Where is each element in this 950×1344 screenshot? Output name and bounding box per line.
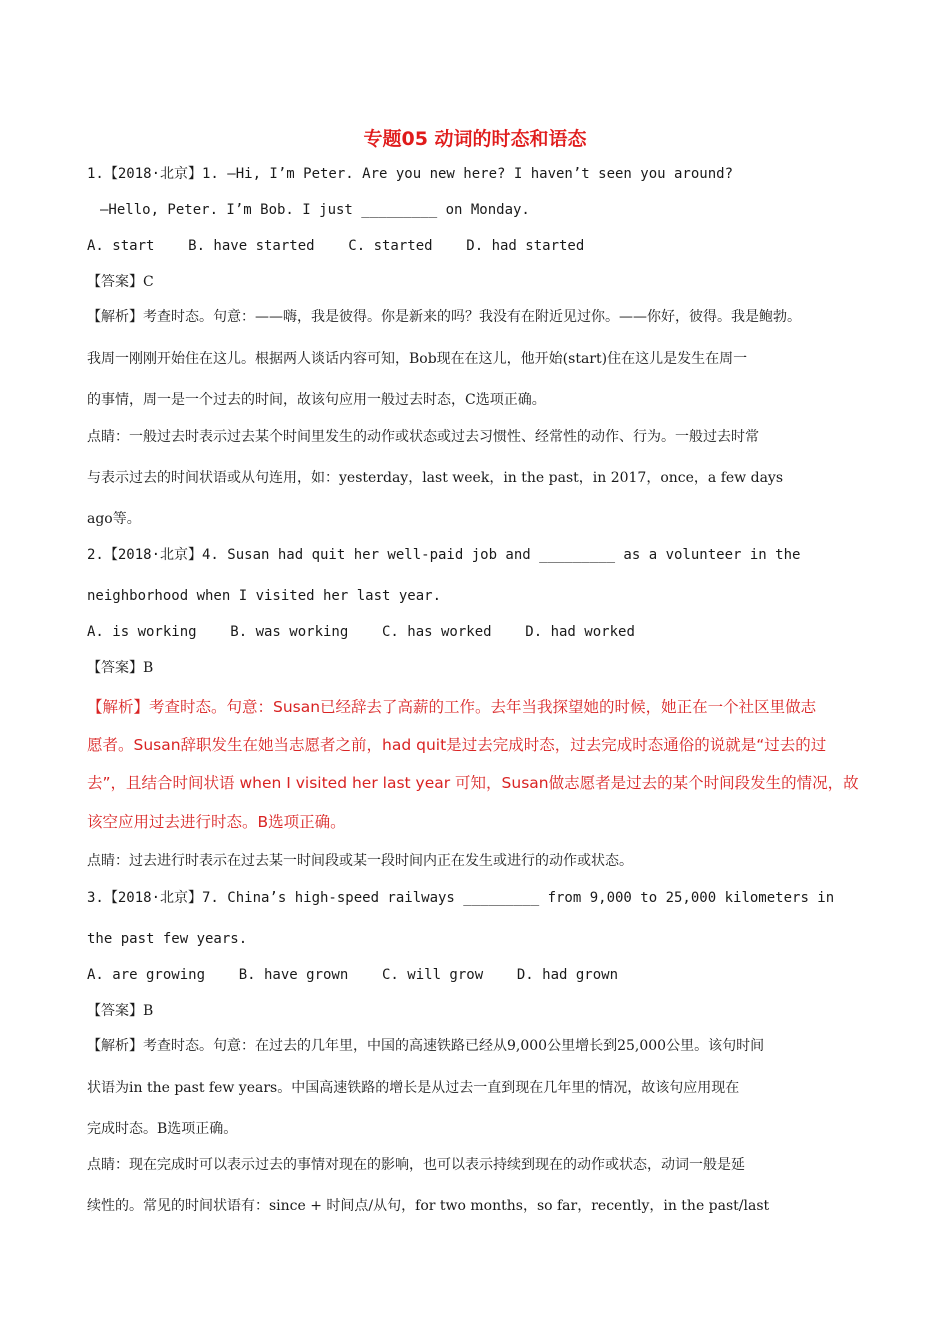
q2-answer: 【答案】B (87, 660, 154, 676)
q1-tip-line-3: ago等。 (87, 511, 141, 527)
q1-analysis-line-3: 的事情，周一是一个过去的时间，故该句应用一般过去时态，C选项正确。 (87, 392, 546, 408)
q3-stem-line-1: 3.【2018·北京】7. China’s high-speed railways _________ from 9,000 to 25,000 kilometers in (87, 890, 835, 906)
q1-stem-line-2: —Hello, Peter. I’m Bob. I just _________ on Monday. (100, 202, 530, 218)
page-title: 专题05 动词的时态和语态 (363, 128, 587, 150)
q2-analysis-line-3: 去”，且结合时间状语 when I visited her last year 可知，Susan做志愿者是过去的某个时间段发生的情况，故 (87, 774, 859, 792)
q2-analysis-line-4: 该空应用过去进行时态。B选项正确。 (87, 813, 346, 831)
q1-stem-line-1: 1.【2018·北京】1. —Hi, I’m Peter. Are you new here? I haven’t seen you around? (87, 166, 734, 182)
q1-answer: 【答案】C (87, 274, 154, 290)
q2-analysis-line-2: 愿者。Susan辞职发生在她当志愿者之前，had quit是过去完成时态，过去完成时态通俗的说就是“过去的过 (87, 736, 827, 754)
q1-analysis-line-1: 【解析】考查时态。句意：——嗨，我是彼得。你是新来的吗？我没有在附近见过你。——你好，彼得。我是鲍勃。 (87, 309, 801, 325)
q2-stem-line-1: 2.【2018·北京】4. Susan had quit her well-paid job and _________ as a volunteer in the (87, 547, 801, 563)
q1-tip-line-2: 与表示过去的时间状语或从句连用，如：yesterday，last week，in the past，in 2017，once，a few days (87, 470, 784, 486)
q3-analysis-line-2: 状语为in the past few years。中国高速铁路的增长是从过去一直到现在几年里的情况，故该句应用现在 (87, 1080, 740, 1096)
q3-analysis-line-1: 【解析】考查时态。句意：在过去的几年里，中国的高速铁路已经从9,000公里增长到25,000公里。该句时间 (87, 1038, 765, 1054)
q3-answer: 【答案】B (87, 1003, 154, 1019)
q2-stem-line-2: neighborhood when I visited her last year. (87, 588, 442, 604)
q3-tip-line-2: 续性的。常见的时间状语有：since + 时间点/从句，for two months，so far，recently，in the past/last (87, 1198, 770, 1214)
q3-tip-line-1: 点睛：现在完成时可以表示过去的事情对现在的影响，也可以表示持续到现在的动作或状态，动词一般是延 (87, 1157, 745, 1173)
q1-tip-line-1: 点睛：一般过去时表示过去某个时间里发生的动作或状态或过去习惯性、经常性的动作、行为。一般过去时常 (87, 429, 759, 445)
q2-analysis-line-1: 【解析】考查时态。句意：Susan已经辞去了高薪的工作。去年当我探望她的时候，她正在一个社区里做志 (87, 698, 817, 716)
q3-stem-line-2: the past few years. (87, 931, 248, 947)
q1-analysis-line-2: 我周一刚刚开始住在这儿。根据两人谈话内容可知，Bob现在在这儿，他开始(start)住在这儿是发生在周一 (87, 351, 748, 367)
q2-tip-line-1: 点睛：过去进行时表示在过去某一时间段或某一段时间内正在发生或进行的动作或状态。 (87, 853, 633, 869)
q2-options: A. is working B. was working C. has worked D. had worked (87, 624, 635, 640)
q3-analysis-line-3: 完成时态。B选项正确。 (87, 1121, 238, 1137)
q3-options: A. are growing B. have grown C. will grow D. had grown (87, 967, 619, 983)
q1-options: A. start B. have started C. started D. had started (87, 238, 585, 254)
